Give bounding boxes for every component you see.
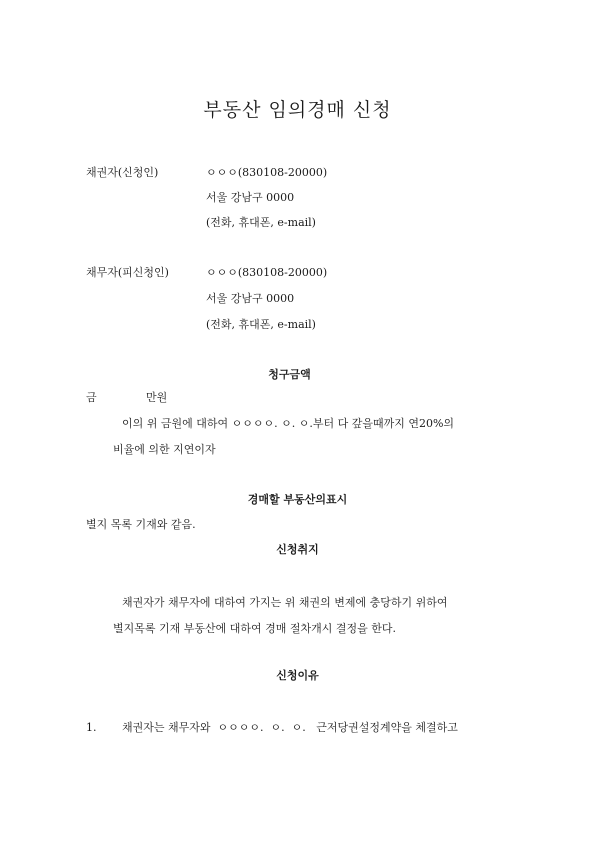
property-heading: 경매할 부동산의표시 bbox=[247, 493, 348, 506]
reason-item1-text: 채권자는 채무자와 ㅇㅇㅇㅇ. ㅇ. ㅇ. 근저당권설정계약을 체결하고 bbox=[122, 721, 458, 734]
claim-amount-prefix: 금 bbox=[86, 391, 97, 404]
property-text: 별지 목록 기재와 같음. bbox=[86, 518, 196, 531]
purpose-line1: 채권자가 채무자에 대하여 가지는 위 채권의 변제에 충당하기 위하여 bbox=[122, 596, 448, 609]
debtor-address: 서울 강남구 0000 bbox=[206, 292, 295, 305]
document-title: 부동산 임의경매 신청 bbox=[203, 99, 392, 121]
reason-heading: 신청이유 bbox=[276, 669, 319, 682]
creditor-name: ㅇㅇㅇ(830108-20000) bbox=[206, 166, 328, 179]
claim-interest-line2: 비율에 의한 지연이자 bbox=[113, 443, 216, 456]
reason-item1-number: 1. bbox=[86, 721, 97, 734]
debtor-contact: (전화, 휴대폰, e-mail) bbox=[206, 318, 316, 331]
claim-amount-unit: 만원 bbox=[146, 391, 168, 404]
debtor-label: 채무자(피신청인) bbox=[86, 266, 169, 279]
creditor-label: 채권자(신청인) bbox=[86, 166, 159, 179]
debtor-name: ㅇㅇㅇ(830108-20000) bbox=[206, 266, 328, 279]
creditor-contact: (전화, 휴대폰, e-mail) bbox=[206, 216, 316, 229]
creditor-address: 서울 강남구 0000 bbox=[206, 191, 295, 204]
purpose-heading: 신청취지 bbox=[276, 543, 319, 556]
claim-heading: 청구금액 bbox=[268, 368, 311, 381]
claim-interest-line1: 이의 위 금원에 대하여 ㅇㅇㅇㅇ. ㅇ. ㅇ.부터 다 갚을때까지 연20%의 bbox=[122, 417, 455, 430]
purpose-line2: 별지목록 기재 부동산에 대하여 경매 절차개시 결정을 한다. bbox=[113, 622, 396, 635]
